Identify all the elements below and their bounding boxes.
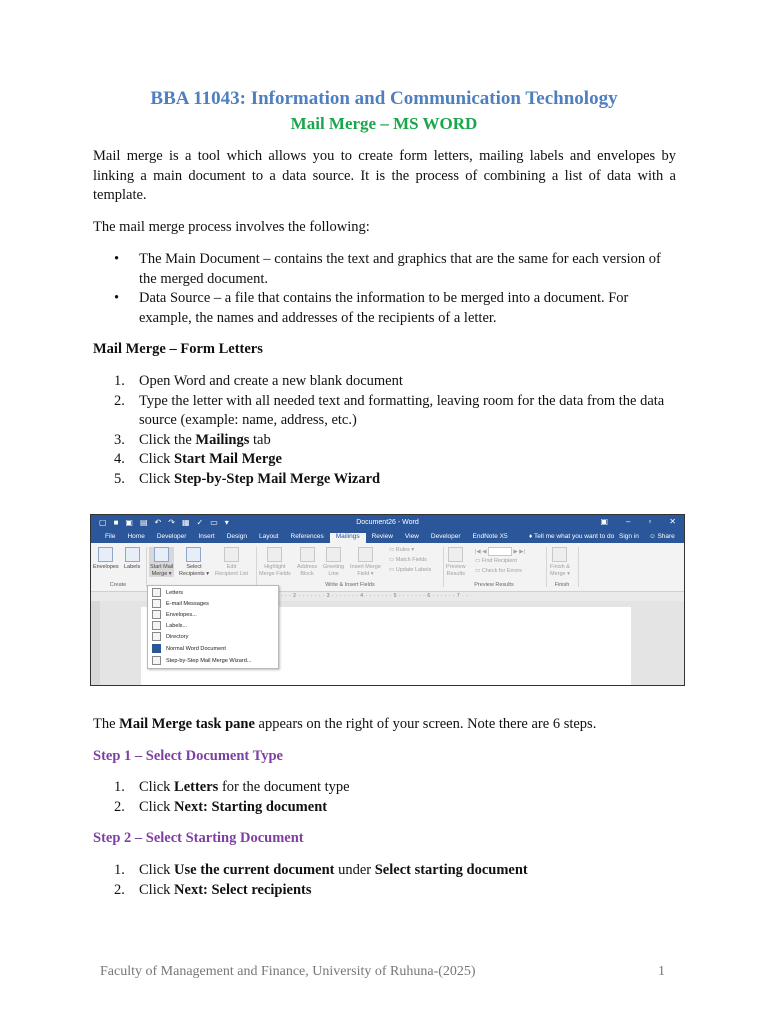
ribbon-tabs bbox=[91, 531, 684, 543]
intro-paragraph: Mail merge is a tool which allows you to create form letters, mailing labels and envelopes by linking a main document to a data source. It is the process of combining a list of data with a template. bbox=[93, 148, 676, 203]
edit-recipient-list-button: Edit Recipient List bbox=[215, 547, 248, 577]
print-icon: ▣ bbox=[125, 518, 133, 527]
highlight-merge-fields-button: Highlight Merge Fields bbox=[259, 547, 291, 577]
window-title: Document26 - Word bbox=[356, 519, 419, 526]
tab-developer: Developer bbox=[156, 533, 187, 540]
record-navigation bbox=[475, 547, 525, 556]
match-fields-icon: ▭ bbox=[389, 557, 395, 563]
group-finish-label: Finish bbox=[554, 582, 570, 588]
step1-list bbox=[93, 778, 676, 817]
menu-item-labels: Labels... bbox=[152, 621, 187, 630]
page-number: 1 bbox=[658, 964, 665, 979]
update-labels-icon: ▭ bbox=[389, 567, 395, 573]
list-item: • The Main Document – contains the text and graphics that are the same for each version of the merged document. bbox=[114, 251, 661, 287]
process-intro: The mail merge process involves the following: bbox=[93, 219, 370, 235]
menu-item-wizard: Step-by-Step Mail Merge Wizard... bbox=[152, 656, 252, 665]
email-icon bbox=[152, 599, 161, 608]
group-write-label: Write & Insert Fields bbox=[325, 582, 375, 588]
group-separator bbox=[256, 547, 257, 587]
highlight-icon bbox=[267, 547, 282, 562]
directory-icon bbox=[152, 632, 161, 641]
labels-icon bbox=[125, 547, 140, 562]
list-item: 4. Click Start Mail Merge bbox=[114, 451, 282, 467]
rules-button: ▭ Rules ▾ bbox=[389, 547, 415, 553]
tab-design: Design bbox=[226, 533, 247, 540]
minimize-icon: – bbox=[626, 517, 631, 526]
recipients-icon bbox=[186, 547, 201, 562]
tab-view: View bbox=[404, 533, 419, 540]
tab-review: Review bbox=[371, 533, 393, 540]
update-labels-button: ▭ Update Labels bbox=[389, 567, 432, 573]
rules-icon: ▭ bbox=[389, 547, 395, 553]
list-item: 1. Click Letters for the document type bbox=[114, 779, 350, 795]
spelling-icon: ✓ bbox=[196, 518, 204, 527]
group-separator bbox=[546, 547, 547, 587]
check-errors-button: ▭ Check for Errors bbox=[475, 568, 522, 574]
maximize-icon: ▫ bbox=[648, 517, 652, 526]
list-item: 2. Type the letter with all needed text and formatting, leaving room for the data from the data source (example: name, address, etc.) bbox=[114, 392, 665, 428]
form-letters-steps bbox=[93, 372, 676, 489]
tab-file: File bbox=[105, 533, 116, 540]
word-ribbon-screenshot bbox=[90, 514, 685, 686]
greeting-line-icon bbox=[326, 547, 341, 562]
list-item: 2. Click Next: Select recipients bbox=[114, 881, 312, 898]
menu-item-envelopes: Envelopes... bbox=[152, 610, 197, 619]
list-item: 3. Click the Mailings tab bbox=[114, 431, 271, 448]
close-icon: ✕ bbox=[669, 517, 676, 526]
menu-item-directory: Directory bbox=[152, 632, 188, 641]
envelope-icon bbox=[152, 610, 161, 619]
step2-list bbox=[93, 861, 676, 900]
tab-layout: Layout bbox=[258, 533, 279, 540]
document-subtitle: Mail Merge – MS WORD bbox=[290, 114, 478, 133]
check-errors-icon: ▭ bbox=[475, 568, 481, 574]
next-record-icon: ▶ bbox=[513, 548, 518, 555]
menu-item-letters: Letters bbox=[152, 588, 183, 597]
tab-mailings: Mailings bbox=[330, 533, 366, 543]
group-preview-label: Preview Results bbox=[474, 582, 514, 588]
prev-record-icon: ◀ bbox=[482, 548, 487, 555]
select-recipients-button: Select Recipients ▾ bbox=[179, 547, 209, 577]
step1-heading: Step 1 – Select Document Type bbox=[93, 748, 283, 764]
list-item: 5. Click Step-by-Step Mail Merge Wizard bbox=[114, 470, 381, 487]
list-item: 2. Click Next: Starting document bbox=[114, 798, 328, 815]
list-item: • Data Source – a file that contains the information to be merged into a document. For example, the names and addresses of the recipients of a letter. bbox=[114, 290, 629, 326]
group-create-label: Create bbox=[109, 582, 127, 588]
tab-insert: Insert bbox=[198, 533, 215, 540]
window-controls bbox=[600, 517, 676, 526]
word-icon bbox=[152, 644, 161, 653]
bullet-list bbox=[93, 250, 676, 328]
envelopes-button: Envelopes bbox=[93, 547, 119, 571]
share-button: ☺ Share bbox=[649, 533, 675, 540]
envelope-icon bbox=[98, 547, 113, 562]
tell-me-box: ♦ Tell me what you want to do bbox=[529, 533, 615, 540]
group-separator bbox=[443, 547, 444, 587]
start-mail-merge-icon bbox=[154, 547, 169, 562]
redo-icon: ↷ bbox=[168, 518, 175, 527]
preview-icon bbox=[448, 547, 463, 562]
form-letters-heading: Mail Merge – Form Letters bbox=[93, 341, 263, 357]
record-number-box bbox=[488, 547, 512, 556]
title-bar bbox=[91, 515, 684, 531]
vertical-ruler bbox=[91, 601, 100, 685]
edit-list-icon bbox=[224, 547, 239, 562]
lightbulb-icon: ♦ bbox=[529, 533, 533, 540]
finish-merge-icon bbox=[552, 547, 567, 562]
sign-in-link: Sign in bbox=[619, 533, 639, 540]
print-preview-icon: ▤ bbox=[139, 518, 148, 527]
group-separator bbox=[146, 547, 147, 587]
page-footer: Faculty of Management and Finance, University of Ruhuna-(2025) bbox=[100, 964, 476, 979]
step2-heading: Step 2 – Select Starting Document bbox=[93, 830, 304, 846]
more-icon: ▾ bbox=[224, 518, 229, 527]
undo-icon: ↶ bbox=[154, 518, 162, 527]
last-record-icon: ▶| bbox=[519, 548, 525, 555]
list-item: 1. Click Use the current document under Select starting document bbox=[114, 862, 528, 878]
letters-icon bbox=[152, 588, 161, 597]
task-pane-paragraph: The Mail Merge task pane appears on the right of your screen. Note there are 6 steps. bbox=[93, 716, 597, 732]
labels-icon bbox=[152, 621, 161, 630]
tab-references: References bbox=[290, 533, 324, 540]
list-item: 1. Open Word and create a new blank document bbox=[114, 373, 403, 389]
first-record-icon: |◀ bbox=[475, 548, 481, 555]
wizard-icon bbox=[152, 656, 161, 665]
ribbon-display-icon: ▣ bbox=[600, 517, 608, 526]
group-separator bbox=[578, 547, 579, 587]
start-mail-merge-menu bbox=[147, 585, 279, 669]
start-mail-merge-button: Start Mail Merge ▾ bbox=[149, 547, 174, 577]
address-block-button: Address Block bbox=[297, 547, 317, 577]
greeting-line-button: Greeting Line bbox=[323, 547, 344, 577]
tab-endnote: EndNote X5 bbox=[472, 533, 508, 540]
document-title: BBA 11043: Information and Communication Technology bbox=[150, 88, 618, 109]
insert-field-icon bbox=[358, 547, 373, 562]
find-icon: ▭ bbox=[475, 558, 481, 564]
insert-merge-field-button: Insert Merge Field ▾ bbox=[350, 547, 381, 577]
new-doc-icon: ▢ bbox=[99, 518, 107, 527]
preview-results-button: Preview Results bbox=[446, 547, 466, 577]
find-recipient-button: ▭ Find Recipient bbox=[475, 558, 517, 564]
save-icon: ■ bbox=[113, 518, 119, 527]
finish-merge-button: Finish & Merge ▾ bbox=[550, 547, 570, 577]
table-icon: ▦ bbox=[181, 518, 190, 527]
menu-item-normal-document: Normal Word Document bbox=[152, 644, 226, 653]
match-fields-button: ▭ Match Fields bbox=[389, 557, 427, 563]
person-icon: ☺ bbox=[649, 533, 656, 540]
tab-home: Home bbox=[127, 533, 145, 540]
labels-button: Labels bbox=[124, 547, 140, 571]
folder-icon: ▭ bbox=[210, 518, 218, 527]
menu-item-email: E-mail Messages bbox=[152, 599, 209, 608]
horizontal-ruler: · · · 2 · · · · · · · 3 · · · · · · · 4 · · · · · · · 5 · · · · · · · 6 · · · · · · 7 · · bbox=[91, 592, 684, 601]
tab-developer-2: Developer bbox=[430, 533, 461, 540]
address-block-icon bbox=[300, 547, 315, 562]
